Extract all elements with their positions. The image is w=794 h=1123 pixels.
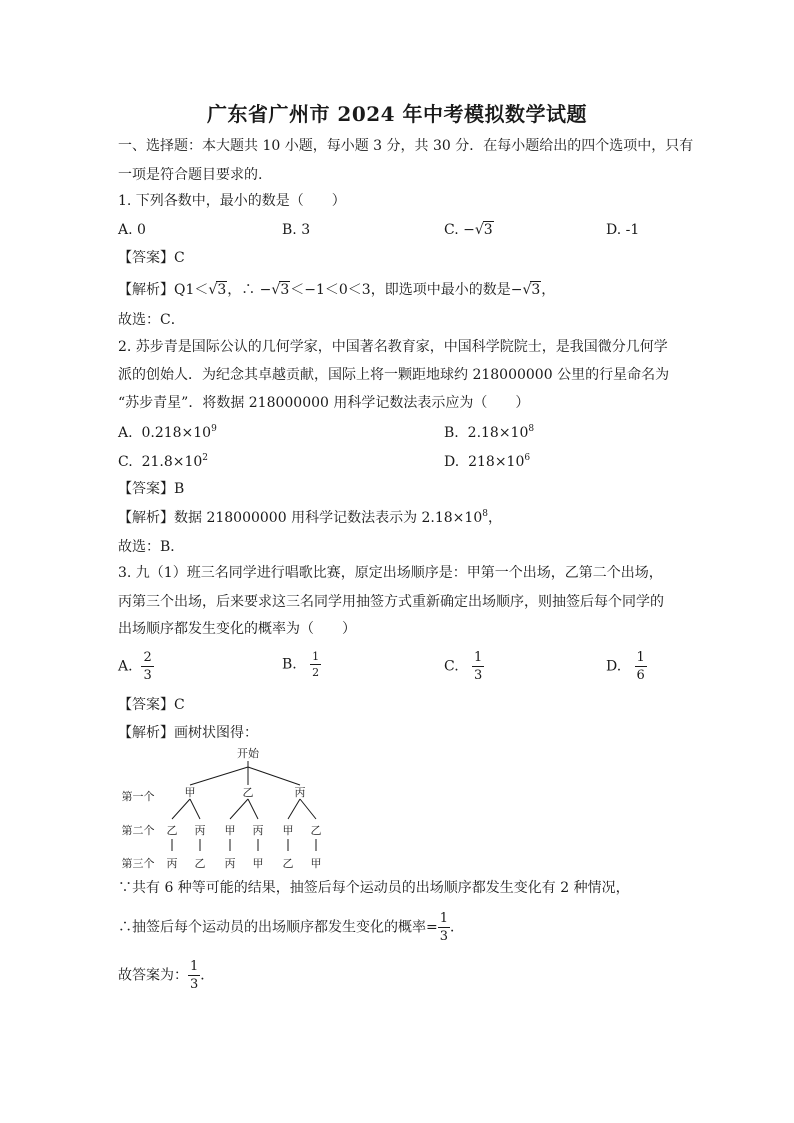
q2-stem-line3: “苏步青星”．将数据 218000000 用科学记数法表示应为（ ） — [118, 395, 530, 411]
q2-option-b: B. $2.18\times 10^8$ — [444, 424, 535, 441]
tree-node-l3: 丙 — [166, 857, 178, 870]
q2-option-d: D. $218\times 10^6$ — [444, 453, 531, 470]
q1-analysis: 【解析】Q1＜√3，∴ −√3＜−1＜0＜3，即选项中最小的数是−√3， — [118, 282, 556, 298]
q1-conclusion: 故选：C． — [118, 312, 185, 328]
q2-option-a: A. $0.218\times 10^9$ — [118, 424, 217, 441]
tree-node-l2: 乙 — [166, 824, 178, 837]
q3-final-answer: 故答案为： $\frac{1}{3}$ ． — [118, 959, 215, 992]
tree-node-l1: 甲 — [184, 786, 196, 799]
q1-option-c: C. −√3 — [444, 222, 493, 238]
tree-node-l1: 丙 — [294, 786, 306, 799]
q3-stem-line3: 出场顺序都发生变化的概率为（ ） — [118, 621, 356, 637]
section-instructions-line2: 一项是符合题目要求的. — [118, 167, 263, 183]
tree-node-l3: 乙 — [194, 857, 206, 870]
q3-therefore: ∴抽签后每个运动员的出场顺序都发生变化的概率= $\frac{1}{3}$ ． — [118, 911, 465, 944]
q1-option-d: D. -1 — [606, 222, 640, 238]
tree-node-l2: 乙 — [310, 824, 322, 837]
q3-stem-line2: 丙第三个出场，后来要求这三名同学用抽签方式重新确定出场顺序，则抽签后每个同学的 — [118, 594, 664, 610]
q3-stem-line1: 3. 九（1）班三名同学进行唱歌比赛，原定出场顺序是：甲第一个出场，乙第二个出场， — [118, 565, 663, 581]
tree-row-label-2: 第二个 — [121, 824, 155, 837]
tree-node-l3: 乙 — [282, 857, 294, 870]
q2-stem-line1: 2. 苏步青是国际公认的几何学家，中国著名教育家，中国科学院院士，是我国微分几何学 — [118, 339, 668, 355]
tree-node-l2: 丙 — [252, 824, 264, 837]
q2-option-c: C. $21.8\times 10^2$ — [118, 453, 209, 470]
tree-node-l3: 丙 — [224, 857, 236, 870]
tree-root: 开始 — [237, 747, 259, 760]
tree-node-l3: 甲 — [252, 857, 264, 870]
q3-option-d: D. $\frac{1}{6}$ — [606, 650, 645, 683]
q3-answer: 【答案】C — [118, 697, 185, 713]
q2-conclusion: 故选：B． — [118, 539, 185, 555]
q1-stem: 1. 下列各数中，最小的数是（ ） — [118, 193, 346, 209]
q3-analysis: 【解析】画树状图得： — [118, 725, 258, 741]
tree-node-l2: 丙 — [194, 824, 206, 837]
tree-node-l2: 甲 — [282, 824, 294, 837]
q2-answer: 【答案】B — [118, 481, 185, 497]
tree-row-label-1: 第一个 — [121, 790, 155, 803]
section-instructions-line1: 一、选择题：本大题共 10 小题，每小题 3 分，共 30 分．在每小题给出的四个选项中，只有 — [118, 138, 694, 154]
tree-node-l1: 乙 — [242, 786, 254, 799]
page-title: 广东省广州市 2024 年中考模拟数学试题 — [206, 102, 588, 126]
q2-stem-line2: 派的创始人．为纪念其卓越贡献，国际上将一颗距地球约 218000000 公里的行星命名为 — [118, 367, 670, 383]
probability-tree-diagram — [110, 745, 350, 873]
q3-because: ∵共有 6 种等可能的结果，抽签后每个运动员的出场顺序都发生变化有 2 种情况， — [118, 880, 630, 896]
tree-node-l3: 甲 — [310, 857, 322, 870]
q1-option-a: A. 0 — [118, 222, 146, 238]
q3-option-c: C. $\frac{1}{3}$ — [444, 650, 483, 683]
q3-option-b: B. $\frac{1}{2}$ — [282, 650, 320, 679]
tree-node-l2: 甲 — [224, 824, 236, 837]
q1-option-b: B. 3 — [282, 222, 311, 238]
q1-answer: 【答案】C — [118, 250, 185, 266]
q3-option-a: A. $\frac{2}{3}$ — [118, 650, 152, 683]
q2-analysis: 【解析】数据 218000000 用科学记数法表示为 $2.18\times 10^8$， — [118, 509, 502, 526]
tree-row-label-3: 第三个 — [121, 857, 155, 870]
